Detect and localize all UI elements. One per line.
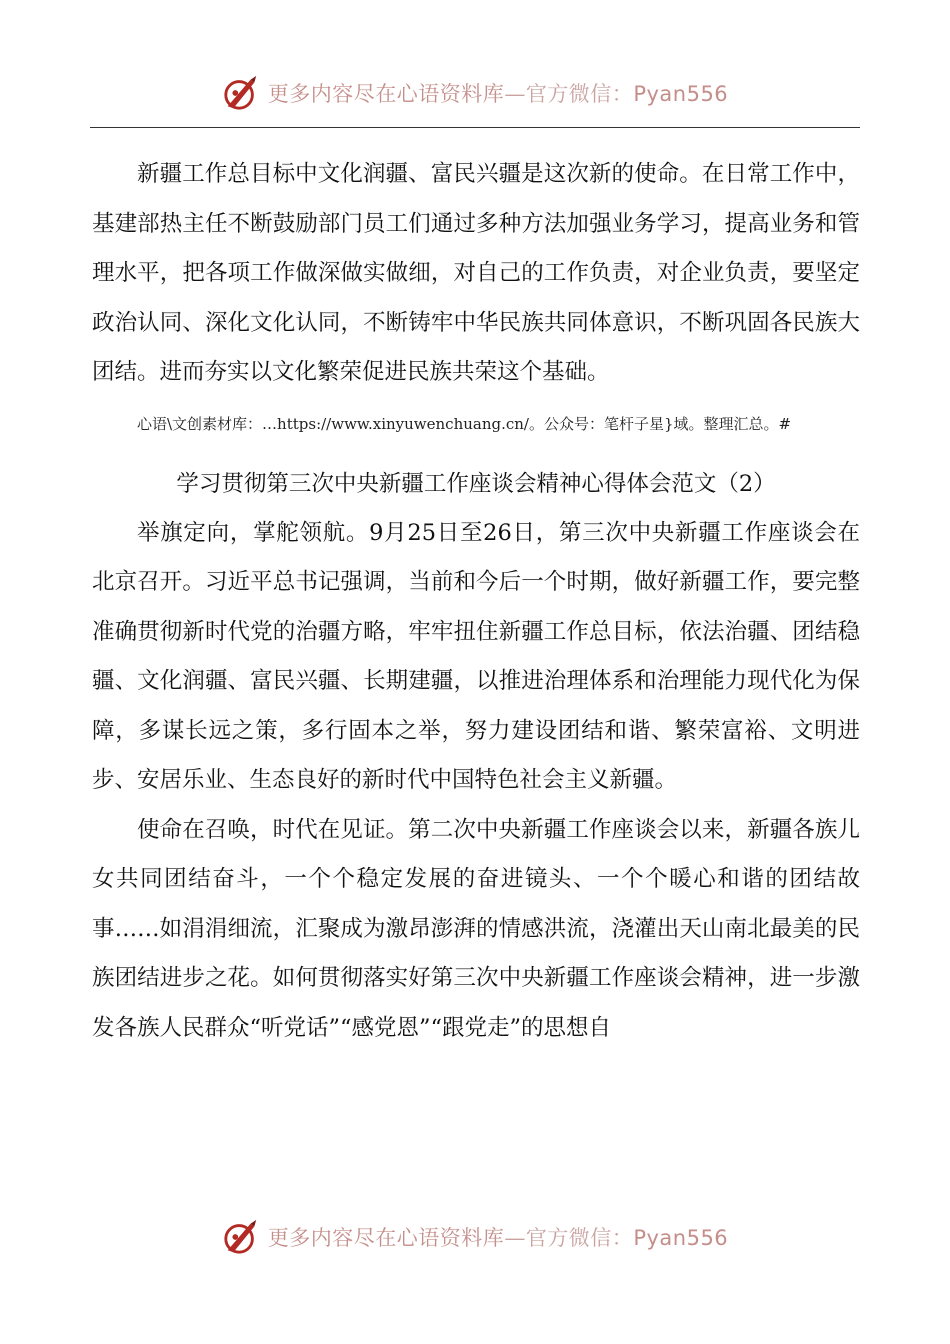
brush-pen-logo-icon <box>222 74 260 112</box>
section-title: 学习贯彻第三次中央新疆工作座谈会精神心得体会范文（2） <box>176 470 776 497</box>
header-divider <box>90 127 860 128</box>
header-banner-text <box>268 78 728 108</box>
footer-banner-inner <box>222 1218 728 1256</box>
footer-banner-text <box>268 1222 728 1252</box>
source-note: 心语\文创素材库：…https://www.xinyuwenchuang.cn/。公众号：笔杆子星}域。整理汇总。# <box>137 414 792 433</box>
footer-banner <box>0 1212 950 1262</box>
header-banner <box>0 68 950 118</box>
paragraph-1: 新疆工作总目标中文化润疆、富民兴疆是这次新的使命。在日常工作中，基建部热主任不断鼓励部门员工们通过多种方法加强业务学习，提高业务和管理水平，把各项工作做深做实做细，对自己的工作负责，对企业负责，要坚定政治认同、深化文化认同，不断铸牢中华民族共同体意识，不断巩固各民族大团结。进而夯实以文化繁荣促进民族共荣这个基础。 <box>92 161 860 385</box>
paragraph-2: 举旗定向，掌舵领航。9月25日至26日，第三次中央新疆工作座谈会在北京召开。习近平总书记强调，当前和今后一个时期，做好新疆工作，要完整准确贯彻新时代党的治疆方略，牢牢扭住新疆工作总目标，依法治疆、团结稳疆、文化润疆、富民兴疆、长期建疆，以推进治理体系和治理能力现代化为保障，多谋长远之策，多行固本之举，努力建设团结和谐、繁荣富裕、文明进步、安居乐业、生态良好的新时代中国特色社会主义新疆。 <box>92 519 860 793</box>
header-wechat-id: Pyan556 <box>633 82 729 106</box>
header-site-text: 更多内容尽在心语资料库 <box>267 82 505 106</box>
document-body <box>92 150 860 1053</box>
header-banner-inner <box>222 74 728 112</box>
header-dash: — <box>504 82 526 106</box>
footer-wechat-label: 官方微信： <box>525 1226 634 1250</box>
footer-wechat-id: Pyan556 <box>633 1226 729 1250</box>
brush-pen-logo-icon <box>222 1218 260 1256</box>
paragraph-3: 使命在召唤，时代在见证。第二次中央新疆工作座谈会以来，新疆各族儿女共同团结奋斗，一个个稳定发展的奋进镜头、一个个暖心和谐的团结故事……如涓涓细流，汇聚成为激昂澎湃的情感洪流，浇灌出天山南北最美的民族团结进步之花。如何贯彻落实好第三次中央新疆工作座谈会精神，进一步激发各族人民群众“听党话”“感党恩”“跟党走”的思想自 <box>92 816 860 1041</box>
header-wechat-label: 官方微信： <box>525 82 634 106</box>
footer-dash: — <box>504 1226 526 1250</box>
footer-site-text: 更多内容尽在心语资料库 <box>267 1226 505 1250</box>
